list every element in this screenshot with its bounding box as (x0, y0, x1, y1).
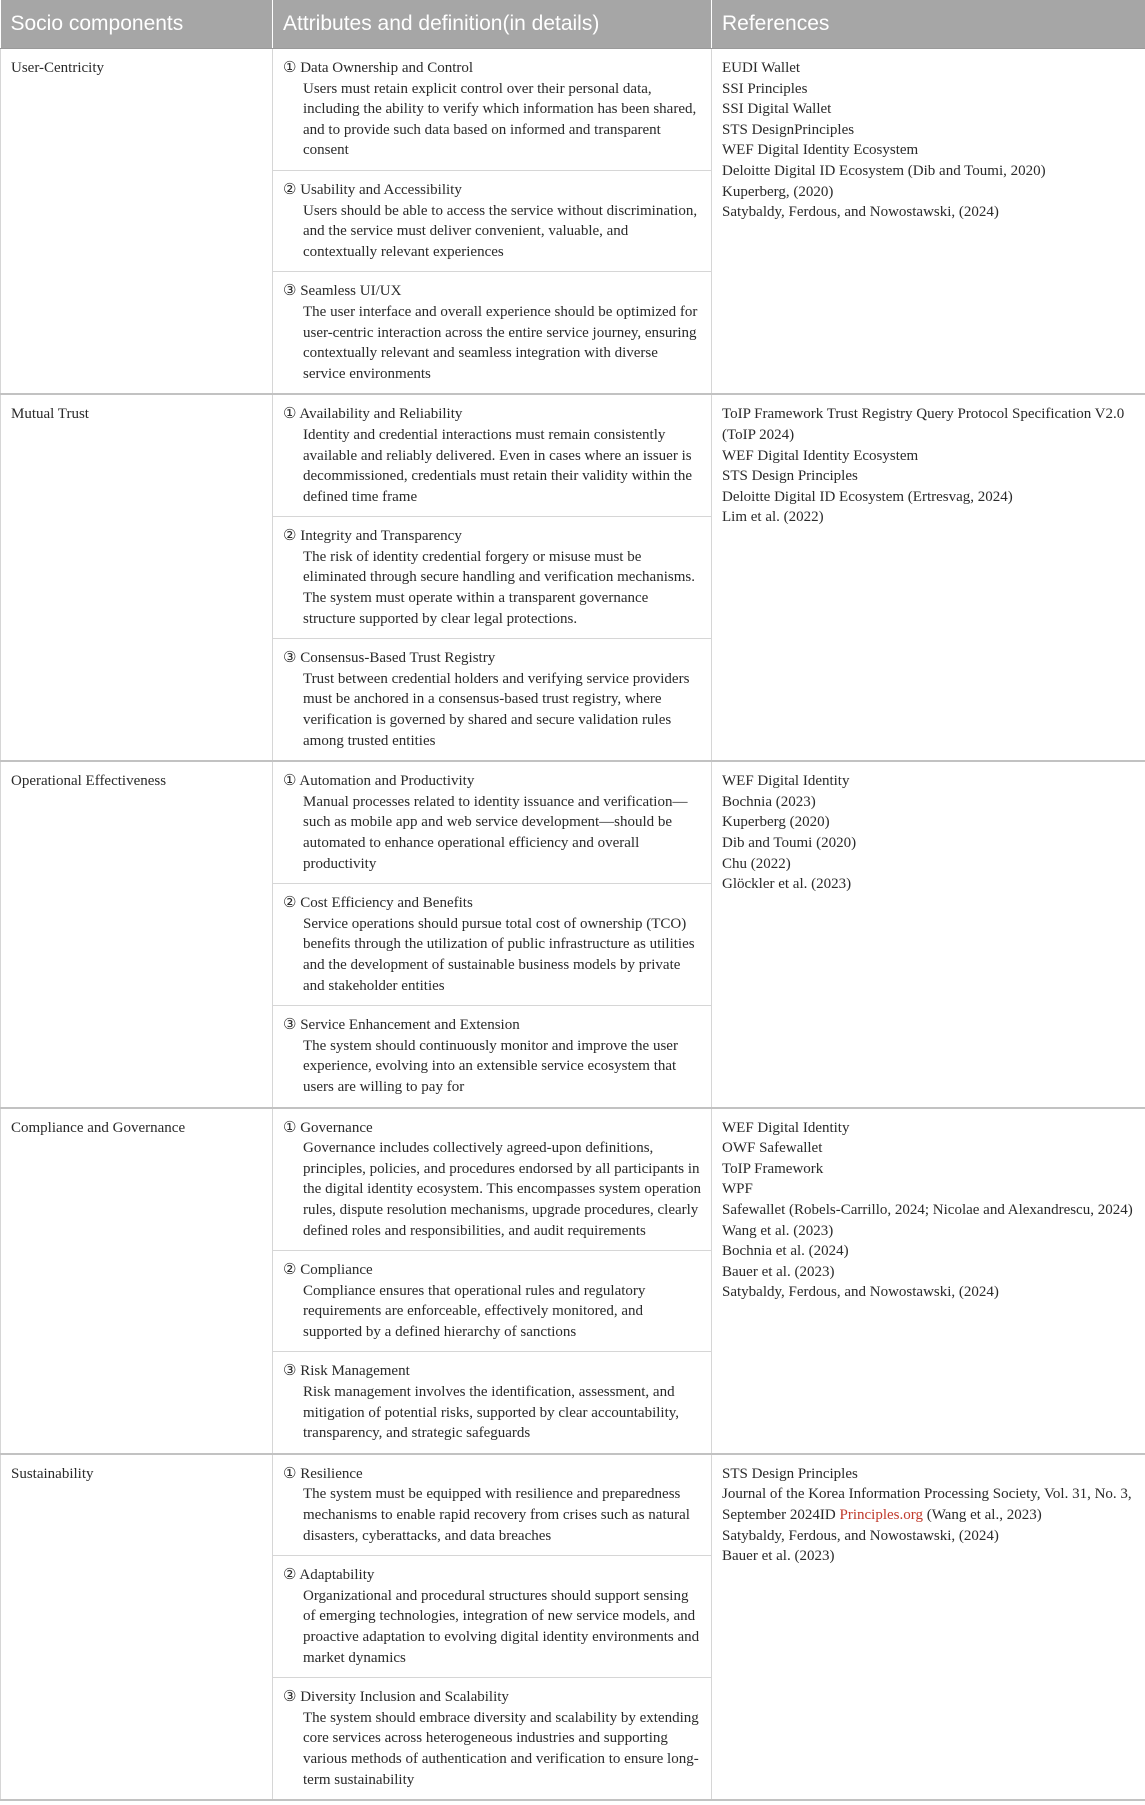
references-cell (712, 49, 1145, 395)
reference-item: Safewallet (Robels-Carrillo, 2024; Nicolae and Alexandrescu, 2024) (722, 1201, 1133, 1218)
attributes-cell (273, 49, 712, 395)
reference-item: Satybaldy, Ferdous, and Nowostawski, (2024) (722, 204, 999, 221)
header-socio-components: Socio components (1, 0, 273, 49)
reference-item: Deloitte Digital ID Ecosystem (Ertresvag, 2024) (722, 488, 1013, 505)
attribute-description: Organizational and procedural structures should support sensing of emerging technologies, integration of new service models, and proactive adaptation to evolving digital identity environments and market dynamics (303, 1587, 700, 1666)
table-header-row (1, 0, 1145, 49)
reference-item: STS DesignPrinciples (722, 121, 855, 138)
attribute-title: ③ Diversity Inclusion and Scalability (283, 1689, 509, 1706)
reference-item: STS Design Principles (722, 1465, 858, 1482)
attribute-item (273, 638, 711, 760)
attribute-item (273, 1677, 711, 1799)
attribute-item (273, 395, 711, 516)
attribute-item (273, 1250, 711, 1351)
reference-item: WPF (722, 1181, 753, 1198)
references-cell (712, 394, 1145, 761)
reference-item: Satybaldy, Ferdous, and Nowostawski, (2024) (722, 1527, 999, 1544)
reference-item: Kuperberg (2020) (722, 814, 830, 831)
reference-item: Wang et al. (2023) (722, 1222, 834, 1239)
reference-item-journal (722, 1484, 1135, 1525)
reference-item: Lim et al. (2022) (722, 509, 824, 526)
attribute-title: ① Availability and Reliability (283, 406, 463, 423)
attribute-title: ③ Risk Management (283, 1363, 410, 1380)
component-cell: Operational Effectiveness (1, 761, 273, 1107)
attribute-description: The user interface and overall experience should be optimized for user-centric interaction across the entire service journey, ensuring contextually relevant and seamless integration with diverse service environments (303, 303, 698, 382)
attribute-title: ② Adaptability (283, 1567, 375, 1584)
attribute-description: Trust between credential holders and verifying service providers must be anchored in a consensus-based trust registry, where verification is governed by shared and secure validation rules among trusted entities (303, 670, 690, 749)
header-references: References (712, 0, 1145, 49)
table-row-compliance-governance (1, 1108, 1145, 1454)
table-row-sustainability (1, 1454, 1145, 1800)
reference-item: WEF Digital Identity (722, 1119, 850, 1136)
table-row-user-centricity (1, 49, 1145, 395)
component-cell: Compliance and Governance (1, 1108, 273, 1454)
component-cell: User-Centricity (1, 49, 273, 395)
reference-item: ToIP Framework Trust Registry Query Protocol Specification V2.0 (ToIP 2024) (722, 406, 1125, 443)
attribute-description: Users should be able to access the service without discrimination, and the service must deliver convenient, valuable, and contextually relevant experiences (303, 202, 698, 260)
reference-item: Satybaldy, Ferdous, and Nowostawski, (2024) (722, 1284, 999, 1301)
attribute-description: The risk of identity credential forgery or misuse must be eliminated through secure handling and verification mechanisms. The system must operate within a transparent governance structure supported by clear legal protections. (303, 548, 695, 627)
component-cell: Sustainability (1, 1454, 273, 1800)
attribute-description: The system must be equipped with resilience and preparedness mechanisms to enable rapid recovery from crises such as natural disasters, cyberattacks, and data breaches (303, 1486, 690, 1544)
attribute-item (273, 170, 711, 271)
attribute-title: ③ Service Enhancement and Extension (283, 1017, 520, 1034)
attribute-title: ① Governance (283, 1119, 373, 1136)
reference-item: SSI Principles (722, 80, 808, 97)
reference-item: SSI Digital Wallet (722, 101, 832, 118)
reference-item: OWF Safewallet (722, 1140, 823, 1157)
attribute-item (273, 1351, 711, 1452)
attribute-description: Risk management involves the identification, assessment, and mitigation of potential risks, supported by clear accountability, transparency, and strategic safeguards (303, 1384, 680, 1442)
attribute-title: ② Cost Efficiency and Benefits (283, 895, 473, 912)
attribute-item (273, 516, 711, 638)
reference-item: Bochnia et al. (2024) (722, 1243, 849, 1260)
attribute-title: ② Integrity and Transparency (283, 528, 462, 545)
reference-journal-text: Journal of the Korea Information Processing Society, Vol. 31, No. 3, September 2024ID (722, 1486, 1132, 1524)
reference-item: Bauer et al. (2023) (722, 1263, 835, 1280)
attribute-description: The system should embrace diversity and scalability by extending core services across heterogeneous industries and supporting various methods of authentication and verification to ensure long-term sustainability (303, 1709, 699, 1788)
reference-item: WEF Digital Identity (722, 773, 850, 790)
attributes-cell (273, 1454, 712, 1800)
reference-item: Deloitte Digital ID Ecosystem (Dib and Toumi, 2020) (722, 162, 1046, 179)
reference-item: EUDI Wallet (722, 60, 801, 76)
attribute-description: Users must retain explicit control over their personal data, including the ability to verify which information has been shared, and to provide such data based on informed and transparent consent (303, 80, 697, 159)
reference-item: Bauer et al. (2023) (722, 1548, 835, 1565)
attribute-title: ① Resilience (283, 1465, 363, 1482)
attribute-title: ② Compliance (283, 1262, 373, 1279)
reference-item: WEF Digital Identity Ecosystem (722, 447, 919, 464)
attribute-description: Compliance ensures that operational rules and regulatory requirements are enforceable, effectively monitored, and supported by a defined hierarchy of sanctions (303, 1282, 646, 1340)
attribute-item (273, 1005, 711, 1106)
references-cell (712, 761, 1145, 1107)
attribute-item (273, 49, 711, 170)
attribute-title: ① Data Ownership and Control (283, 60, 474, 76)
attribute-title: ② Usability and Accessibility (283, 181, 462, 198)
attribute-item (273, 1109, 711, 1251)
attribute-description: The system should continuously monitor and improve the user experience, evolving into an extensible service ecosystem that users are willing to pay for (303, 1037, 678, 1095)
attribute-description: Service operations should pursue total cost of ownership (TCO) benefits through the utilization of public infrastructure as utilities and the development of sustainable business models by private and stakeholder entities (303, 915, 695, 994)
attribute-title: ③ Seamless UI/UX (283, 283, 402, 300)
reference-item: WEF Digital Identity Ecosystem (722, 142, 919, 159)
attribute-description: Manual processes related to identity issuance and verification—such as mobile app and web service development—should be automated to enhance operational efficiency and overall productivity (303, 793, 688, 872)
attribute-description: Governance includes collectively agreed-upon definitions, principles, policies, and procedures endorsed by all participants in the digital identity ecosystem. This encompasses system operation rules, dispute resolution mechanisms, upgrade procedures, clearly defined roles and responsibilities, and audit requirements (303, 1140, 701, 1239)
attribute-item (273, 762, 711, 883)
attributes-cell (273, 761, 712, 1107)
reference-item: Bochnia (2023) (722, 793, 816, 810)
reference-item: Chu (2022) (722, 855, 791, 872)
attribute-title: ① Automation and Productivity (283, 773, 475, 790)
reference-link-suffix: (Wang et al., 2023) (922, 1507, 1042, 1524)
attribute-description: Identity and credential interactions must remain consistently available and reliably delivered. Even in cases where an issuer is decommissioned, credentials must retain their validity within the defined time frame (303, 426, 693, 505)
reference-item: STS Design Principles (722, 468, 858, 485)
principles-link[interactable]: Principles.org (839, 1507, 923, 1524)
attribute-item (273, 271, 711, 393)
references-cell (712, 1454, 1145, 1800)
reference-item: ToIP Framework (722, 1160, 824, 1177)
reference-item: Kuperberg, (2020) (722, 183, 834, 200)
reference-item: Glöckler et al. (2023) (722, 876, 852, 893)
header-attributes: Attributes and definition(in details) (273, 0, 712, 49)
references-cell (712, 1108, 1145, 1454)
attribute-item (273, 883, 711, 1005)
attribute-item (273, 1455, 711, 1555)
component-cell: Mutual Trust (1, 394, 273, 761)
table-row-mutual-trust (1, 394, 1145, 761)
attributes-cell (273, 394, 712, 761)
attribute-title: ③ Consensus-Based Trust Registry (283, 650, 496, 667)
attribute-item (273, 1555, 711, 1677)
reference-item: Dib and Toumi (2020) (722, 835, 857, 851)
attributes-cell (273, 1108, 712, 1454)
table-row-operational-effectiveness (1, 761, 1145, 1107)
